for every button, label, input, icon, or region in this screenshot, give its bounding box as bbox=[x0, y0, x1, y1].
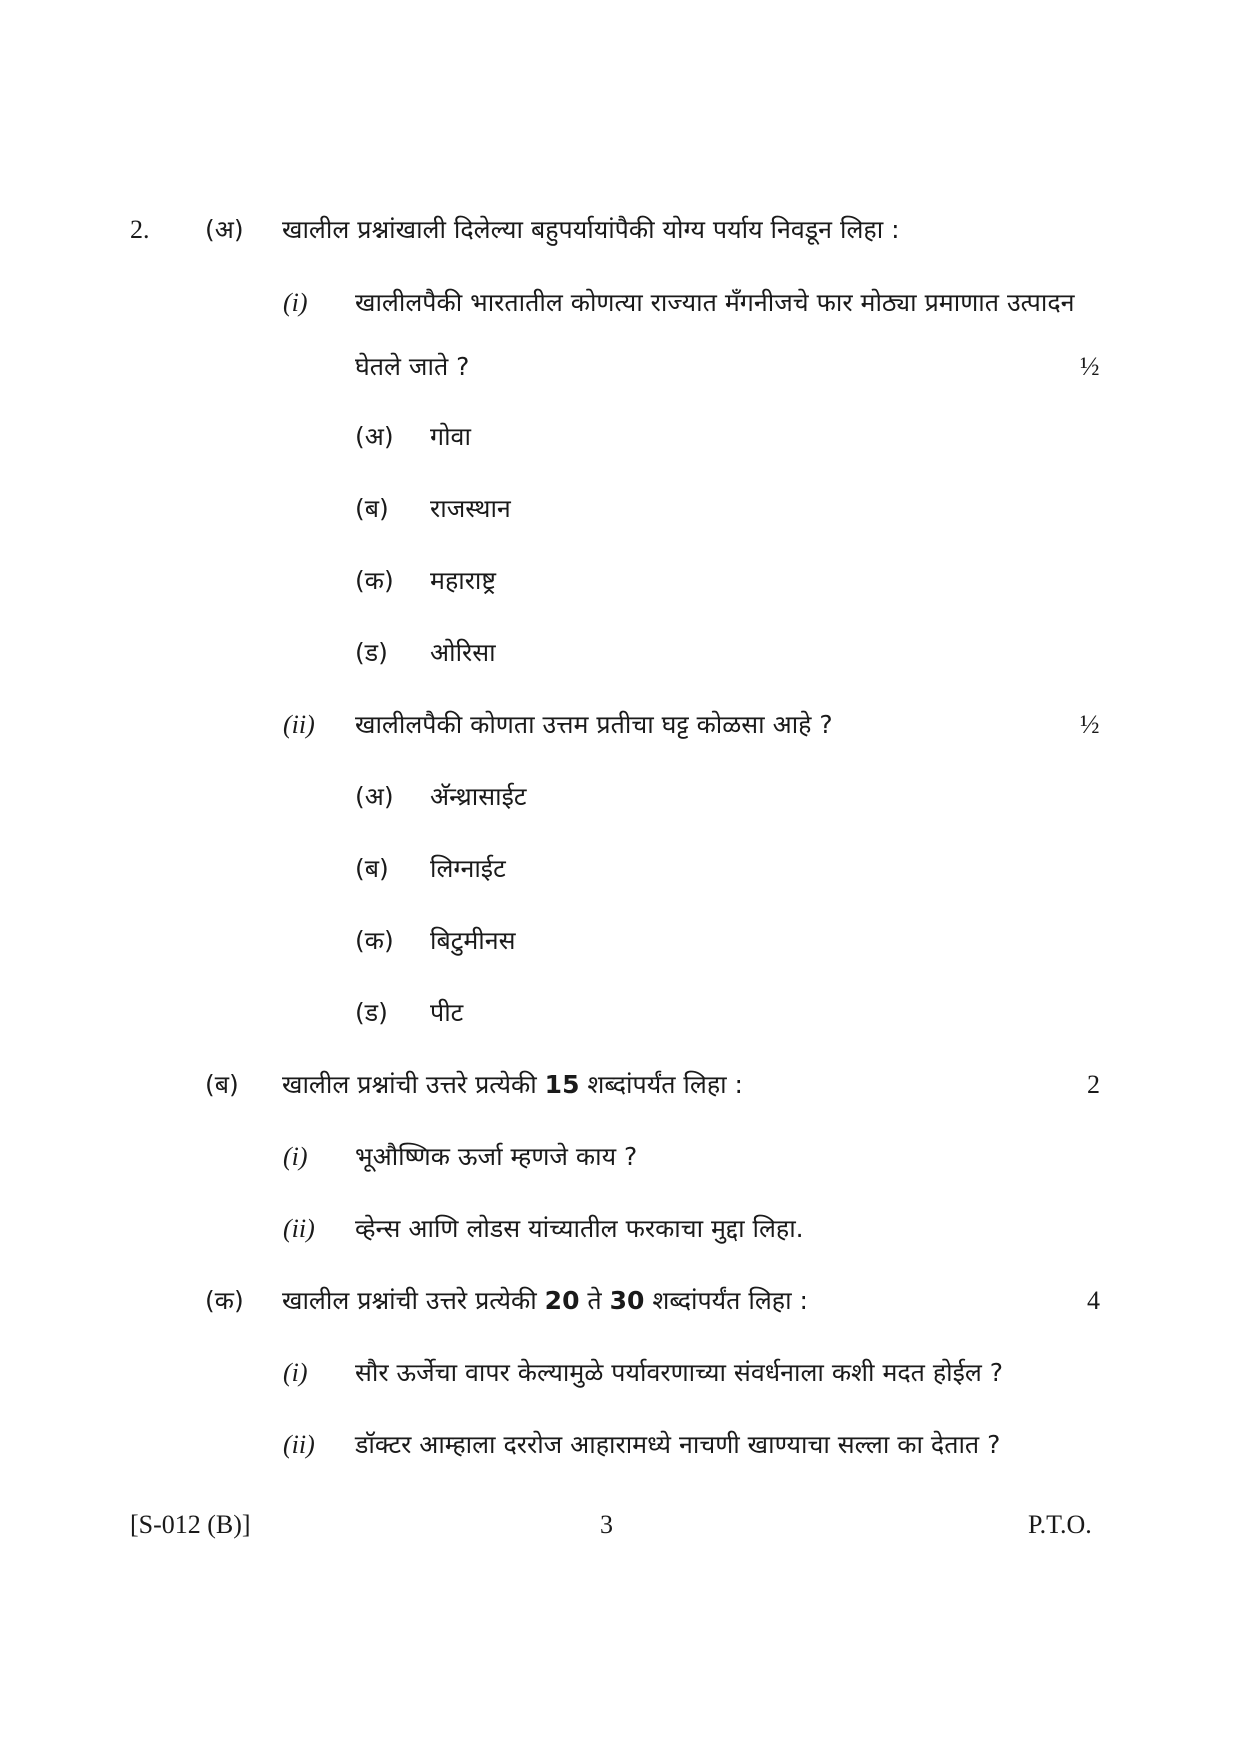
option-label: (ड) bbox=[355, 998, 388, 1027]
part-c-marks: 4 bbox=[1087, 1286, 1100, 1315]
part-b-item-2-roman: (ii) bbox=[283, 1214, 315, 1243]
question-number: 2. bbox=[130, 215, 150, 244]
option-label: (अ) bbox=[355, 422, 394, 451]
part-c-label: (क) bbox=[205, 1286, 244, 1315]
option-text: महाराष्ट्र bbox=[430, 566, 497, 595]
part-a-item-2-roman: (ii) bbox=[283, 710, 315, 739]
part-c-instruction-mid: ते bbox=[587, 1286, 602, 1315]
option-text: बिटुमीनस bbox=[430, 926, 516, 955]
option-text: लिग्नाईट bbox=[430, 854, 506, 883]
option-label: (ड) bbox=[355, 638, 388, 667]
part-c-item-2-roman: (ii) bbox=[283, 1430, 315, 1459]
part-b-instruction-pre: खालील प्रश्नांची उत्तरे प्रत्येकी bbox=[282, 1070, 537, 1099]
option-text: अ‍ॅन्थ्रासाईट bbox=[430, 782, 527, 811]
part-a-item-1-marks: ½ bbox=[1080, 352, 1100, 381]
part-b-instruction bbox=[282, 1068, 743, 1102]
option-text: राजस्थान bbox=[430, 494, 511, 523]
option-label: (अ) bbox=[355, 782, 394, 811]
please-turn-over: P.T.O. bbox=[1028, 1510, 1092, 1539]
part-b-label: (ब) bbox=[205, 1070, 239, 1099]
part-b-item-1-roman: (i) bbox=[283, 1142, 308, 1171]
part-a-label: (अ) bbox=[205, 215, 244, 244]
part-b-word-count: 15 bbox=[544, 1070, 580, 1099]
option-text: ओरिसा bbox=[430, 638, 496, 667]
part-b-item-2-text: व्हेन्स आणि लोडस यांच्यातील फरकाचा मुद्दा लिहा. bbox=[355, 1214, 804, 1243]
part-a-item-2-text: खालीलपैकी कोणता उत्तम प्रतीचा घट्ट कोळसा आहे ? bbox=[355, 710, 833, 739]
part-c-word-count-max: 30 bbox=[609, 1286, 645, 1315]
part-b-item-1-text: भूऔष्णिक ऊर्जा म्हणजे काय ? bbox=[355, 1142, 638, 1171]
part-a-item-1-roman: (i) bbox=[283, 288, 308, 317]
page-number: 3 bbox=[600, 1510, 613, 1539]
option-label: (ब) bbox=[355, 494, 389, 523]
part-a-item-1-text-line2: घेतले जाते ? bbox=[355, 352, 470, 381]
part-c-instruction-pre: खालील प्रश्नांची उत्तरे प्रत्येकी bbox=[282, 1286, 537, 1315]
option-label: (क) bbox=[355, 566, 394, 595]
part-a-item-1-text-line1: खालीलपैकी भारतातील कोणत्या राज्यात मॅंगनीजचे फार मोठ्या प्रमाणात उत्पादन bbox=[355, 288, 1075, 317]
part-c-instruction-post: शब्दांपर्यंत लिहा : bbox=[652, 1286, 808, 1315]
option-text: गोवा bbox=[430, 422, 471, 451]
paper-code: [S-012 (B)] bbox=[130, 1510, 251, 1539]
part-a-item-2-marks: ½ bbox=[1080, 710, 1100, 739]
part-b-marks: 2 bbox=[1087, 1070, 1100, 1099]
part-c-word-count-min: 20 bbox=[544, 1286, 580, 1315]
option-text: पीट bbox=[430, 998, 464, 1027]
part-c-item-1-roman: (i) bbox=[283, 1358, 308, 1387]
part-b-instruction-post: शब्दांपर्यंत लिहा : bbox=[587, 1070, 743, 1099]
option-label: (क) bbox=[355, 926, 394, 955]
part-a-instruction: खालील प्रश्नांखाली दिलेल्या बहुपर्यायांपैकी योग्य पर्याय निवडून लिहा : bbox=[282, 215, 900, 244]
part-c-item-1-text: सौर ऊर्जेचा वापर केल्यामुळे पर्यावरणाच्या संवर्धनाला कशी मदत होईल ? bbox=[355, 1358, 1004, 1387]
option-label: (ब) bbox=[355, 854, 389, 883]
part-c-instruction bbox=[282, 1284, 808, 1318]
part-c-item-2-text: डॉक्टर आम्हाला दररोज आहारामध्ये नाचणी खाण्याचा सल्ला का देतात ? bbox=[355, 1430, 1001, 1459]
